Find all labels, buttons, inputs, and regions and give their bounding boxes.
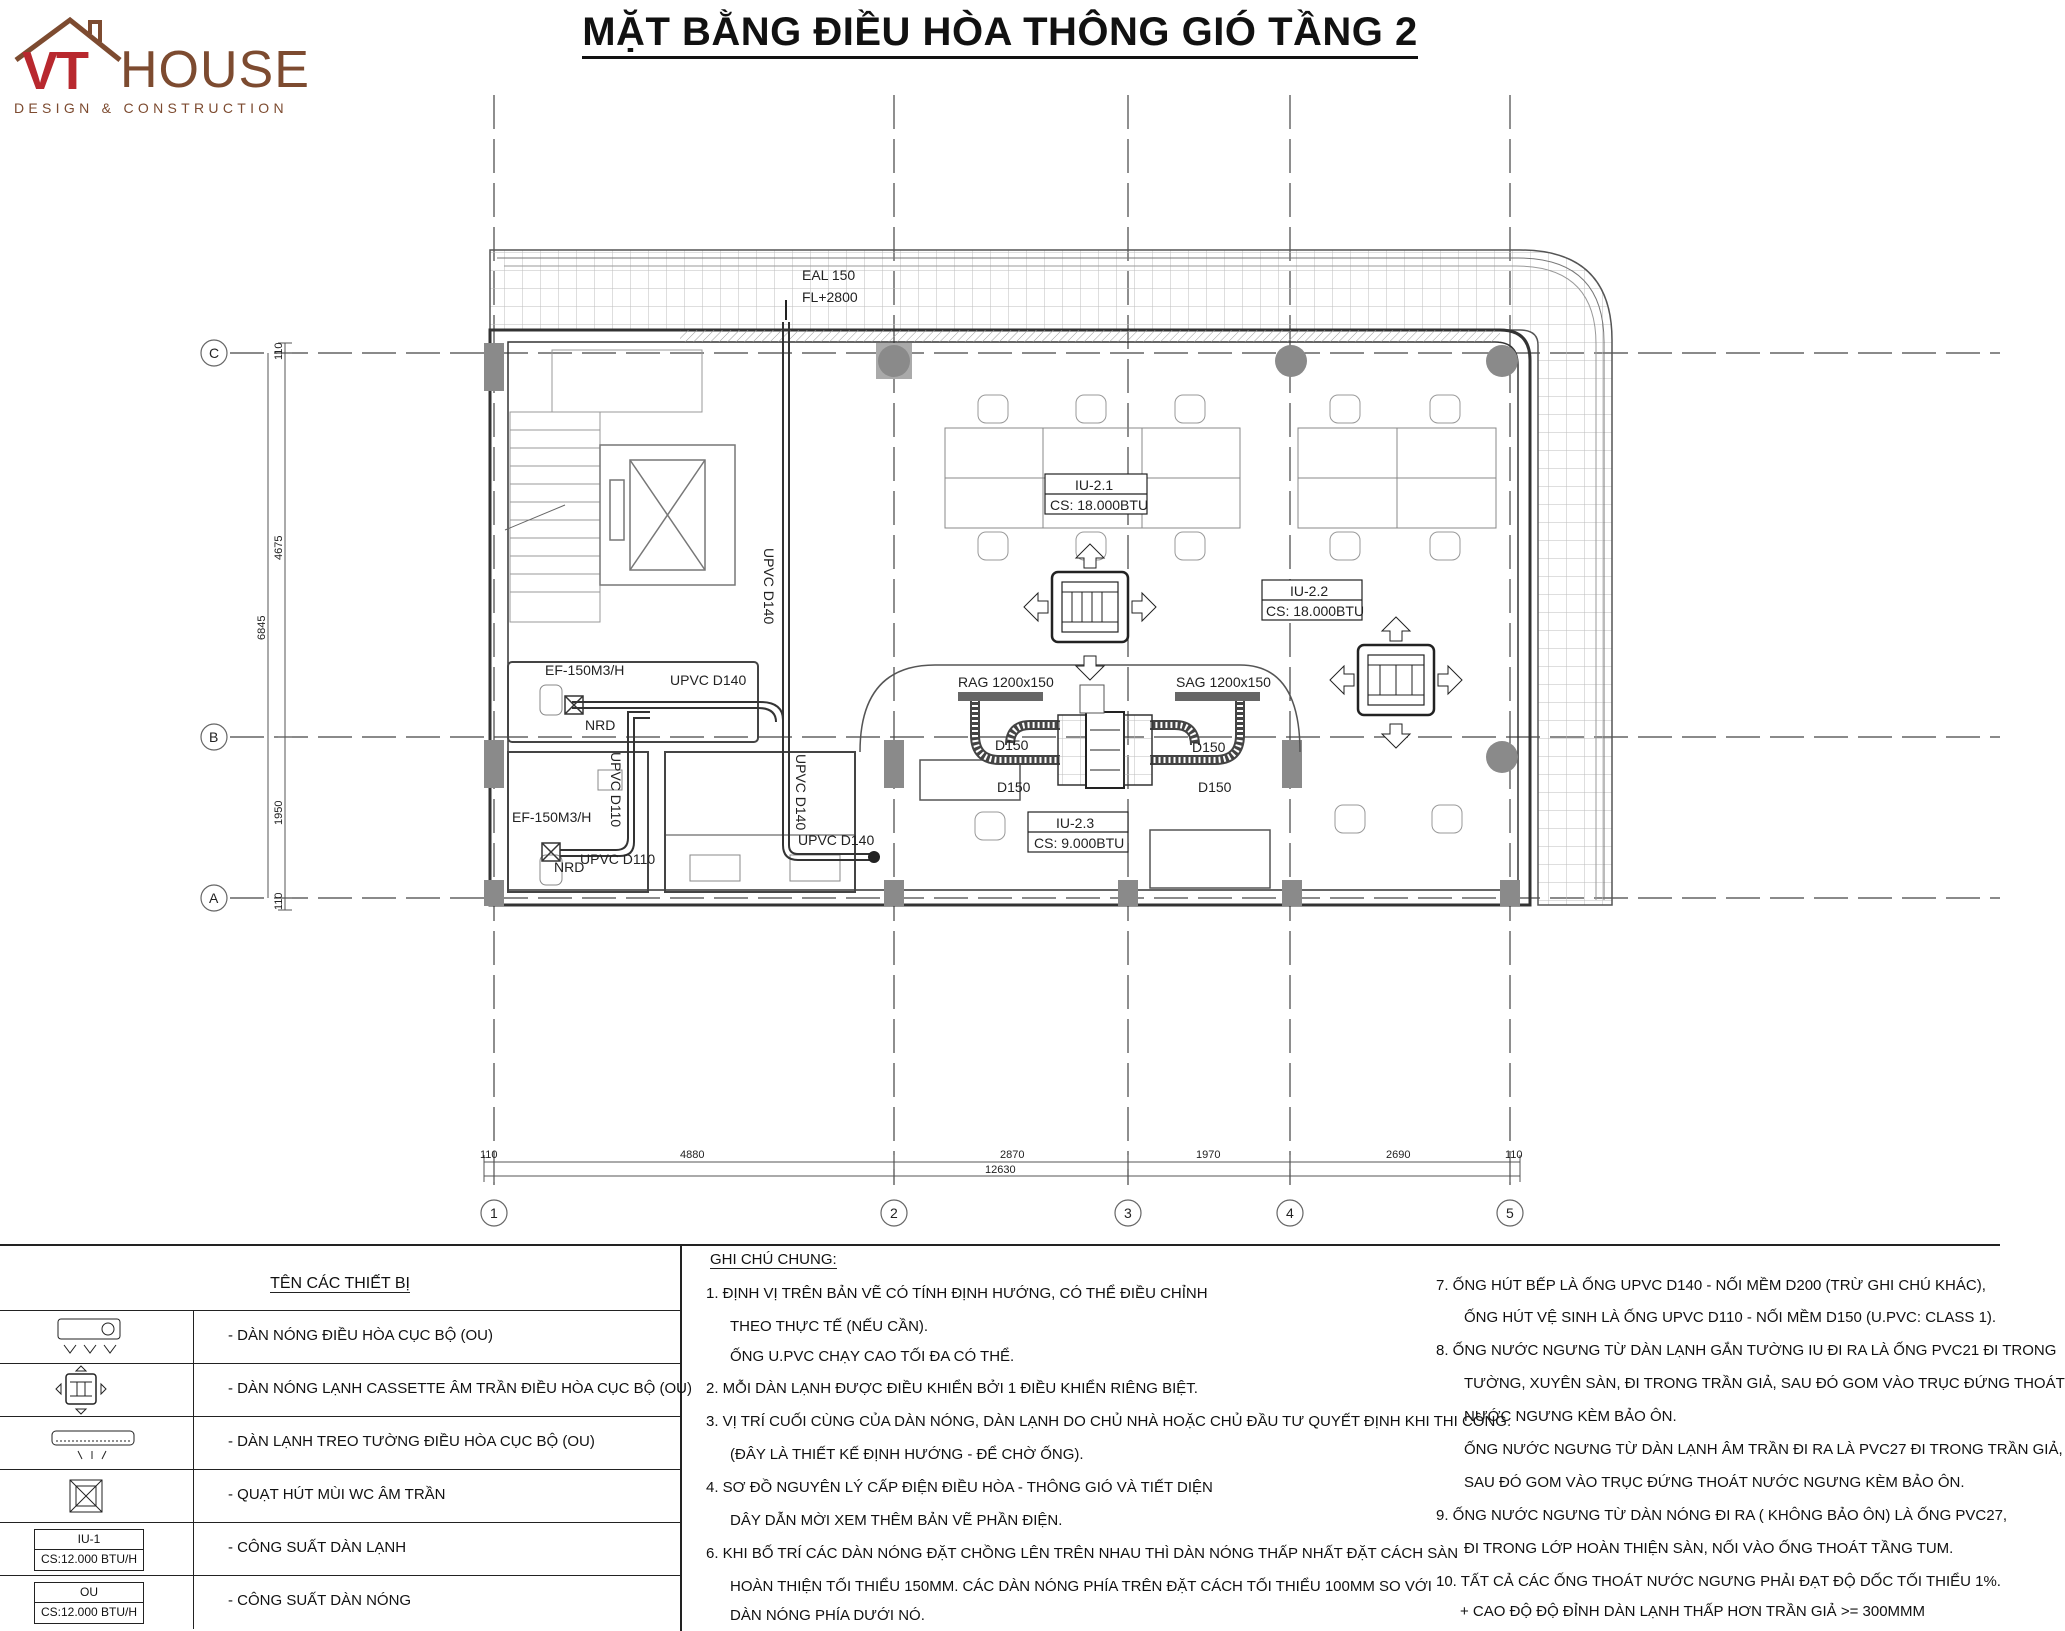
dim-label: 110 [273,342,285,360]
grid-row-bubbles [201,340,227,911]
d150-label: D150 [1192,739,1226,755]
legend-table [0,1245,692,1631]
exhaust-ducts [560,322,870,860]
note-line: DÀN NÓNG PHÍA DƯỚI NÓ. [730,1607,925,1624]
exhaust-fan-icon [542,696,583,861]
dim-label: 2690 [1386,1149,1411,1161]
d150-label: D150 [1198,779,1232,795]
nrd-top-label: NRD [585,717,616,733]
note-line: SAU ĐÓ GOM VÀO TRỤC ĐỨNG THOÁT NƯỚC NGƯNG KÈM BẢO ÔN. [1464,1474,1965,1491]
legend-text: - CÔNG SUẤT DÀN LẠNH [228,1539,407,1556]
stair [505,350,702,622]
note-line: 7. ỐNG HÚT BẾP LÀ ỐNG UPVC D140 - NỐI MỀM D200 (TRỪ GHI CHÚ KHÁC), [1436,1277,1986,1294]
iu21-capacity: CS: 18.000BTU [1050,497,1149,513]
legend-row [0,1522,680,1576]
legend-header: TÊN CÁC THIẾT BỊ [270,1275,410,1292]
note-line: HOÀN THIỆN TỐI THIỂU 150MM. CÁC DÀN NÓNG PHÍA TRÊN ĐẶT CÁCH TỐI THIỂU 100MM SO VỚI [730,1578,1432,1595]
exhaust-fan-icon [0,1470,193,1523]
upvc-down-label: UPVC D140 [793,754,809,831]
grid-row-label: A [209,890,219,906]
legend-row [0,1575,680,1629]
upvc-low-label: UPVC D140 [798,832,875,848]
grid-col-label: 4 [1286,1205,1294,1221]
legend-row [0,1363,692,1417]
legend-row [0,1416,680,1470]
grid-col-label: 3 [1124,1205,1132,1221]
note-line: + CAO ĐỘ ĐỘ ĐỈNH DÀN LẠNH THẤP HƠN TRẦN GIẢ >= 300MMM [1460,1603,1926,1620]
logo-house: HOUSE [120,41,310,99]
note-line: 1. ĐỊNH VỊ TRÊN BẢN VẼ CÓ TÍNH ĐỊNH HƯỚNG, CÓ THỂ ĐIỀU CHỈNH [706,1285,1208,1302]
grid-col-label: 5 [1506,1205,1514,1221]
ou-capacity-box: OU CS:12.000 BTU/H [34,1582,144,1624]
page-title: MẶT BẰNG ĐIỀU HÒA THÔNG GIÓ TẦNG 2 [560,10,1440,55]
note-line: ỐNG NƯỚC NGƯNG TỪ DÀN LẠNH ÂM TRẦN ĐI RA LÀ PVC27 ĐI TRONG TRẦN GIẢ, [1464,1441,2063,1458]
note-line: DÂY DẪN MỜI XEM THÊM BẢN VẼ PHẦN ĐIỆN. [730,1512,1063,1529]
cassette-unit-icon [0,1364,193,1417]
grid-col-label: 1 [490,1205,498,1221]
note-line: NƯỚC NGƯNG KÈM BẢO ÔN. [1464,1408,1677,1425]
note-line: ĐI TRONG LỚP HOÀN THIỆN SÀN, NỐI VÀO ỐNG THOÁT TẦNG TUM. [1464,1540,1954,1557]
note-line: ỐNG HÚT VỆ SINH LÀ ỐNG UPVC D110 - NỐI MỀM D150 (U.PVC: CLASS 1). [1464,1309,1997,1326]
grid-col-label: 2 [890,1205,898,1221]
eal-label: EAL 150 [802,267,856,283]
dim-label: 110 [480,1149,498,1161]
dim-label: 110 [273,892,285,910]
dim-label: 1970 [1196,1149,1221,1161]
sag-label: SAG 1200x150 [1176,674,1271,690]
outdoor-unit-icon [0,1311,193,1364]
grid-row-label: B [209,729,219,745]
iu22-capacity: CS: 18.000BTU [1266,603,1365,619]
ef-bottom-label: EF-150M3/H [512,809,592,825]
legend-text: - DÀN NÓNG LẠNH CASSETTE ÂM TRẦN ĐIỀU HÒA CỤC BỘ (OU) [228,1380,692,1397]
note-line: TƯỜNG, XUYÊN SÀN, ĐI TRONG TRẦN GIẢ, SAU ĐÓ GOM VÀO TRỤC ĐỨNG THOÁT [1464,1375,2065,1392]
wall-unit-icon [0,1417,193,1470]
iu-capacity-box: IU-1 CS:12.000 BTU/H [34,1529,144,1571]
iu23-name: IU-2.3 [1056,815,1095,831]
dim-label: 1950 [273,800,285,825]
legend-text: - DÀN NÓNG ĐIỀU HÒA CỤC BỘ (OU) [228,1327,494,1344]
grid-column-bubbles [481,1200,1523,1226]
cassette-unit-icon [1024,544,1156,680]
office-desks [945,428,1496,528]
logo-tagline: DESIGN & CONSTRUCTION [14,100,288,116]
note-line: 10. TẤT CẢ CÁC ỐNG THOÁT NƯỚC NGƯNG PHẢI ĐẠT ĐỘ DỐC TỐI THIỂU 1%. [1436,1573,2001,1590]
sag-grille [1175,692,1260,701]
general-notes [680,1245,2065,1631]
dim-label: 6845 [256,615,268,640]
rag-grille [958,692,1043,701]
legend-row [0,1310,680,1364]
iu22-name: IU-2.2 [1290,583,1329,599]
legend-text: - CÔNG SUẤT DÀN NÓNG [228,1592,412,1609]
upvc-d110-vert-label: UPVC D110 [608,752,624,828]
note-line: 3. VỊ TRÍ CUỐI CÙNG CỦA DÀN NÓNG, DÀN LẠNH DO CHỦ NHÀ HOẶC CHỦ ĐẦU TƯ QUYẾT ĐỊNH KHI THI CÔNG. [706,1413,1512,1430]
building-walls [490,330,1530,905]
notes-header: GHI CHÚ CHUNG: [710,1251,837,1268]
iu23-capacity: CS: 9.000BTU [1034,835,1125,851]
grid-row-label: C [209,345,220,361]
note-line: THEO THỰC TẾ (NẾU CẦN). [730,1318,929,1335]
upvc-d110-low-label: UPVC D110 [580,851,656,867]
fl-label: FL+2800 [802,289,858,305]
legend-text: - DÀN LẠNH TREO TƯỜNG ĐIỀU HÒA CỤC BỘ (OU) [228,1433,595,1450]
note-line: 2. MỖI DÀN LẠNH ĐƯỢC ĐIỀU KHIỂN BỞI 1 ĐIỀU KHIỂN RIÊNG BIỆT. [706,1380,1198,1397]
note-line: 4. SƠ ĐỒ NGUYÊN LÝ CẤP ĐIỆN ĐIỀU HÒA - THÔNG GIÓ VÀ TIẾT DIỆN [706,1479,1213,1496]
dim-total-label: 12630 [985,1164,1016,1176]
elevator [600,445,735,585]
capacity-boxes [1028,474,1365,852]
legend-text: - QUẠT HÚT MÙI WC ÂM TRẦN [228,1486,446,1503]
d150-label: D150 [995,737,1029,753]
ducted-indoor-unit [1058,685,1152,788]
note-line: (ĐÂY LÀ THIẾT KẾ ĐỊNH HƯỚNG - ĐỂ CHỜ ỐNG). [730,1446,1084,1463]
ef-top-label: EF-150M3/H [545,662,625,678]
rag-label: RAG 1200x150 [958,674,1054,690]
note-line: 8. ỐNG NƯỚC NGƯNG TỪ DÀN LẠNH GẮN TƯỜNG IU ĐI RA LÀ ỐNG PVC21 ĐI TRONG [1436,1342,2057,1359]
floor-plan [0,80,2000,1240]
note-line: 9. ỐNG NƯỚC NGƯNG TỪ DÀN NÓNG ĐI RA ( KHÔNG BẢO ÔN) LÀ ỐNG PVC27, [1436,1507,2008,1524]
legend-row [0,1469,680,1523]
dim-label: 2870 [1000,1149,1025,1161]
riser-cap [868,851,880,863]
office-chairs [975,395,1462,840]
nrd-bottom-label: NRD [554,859,585,875]
dim-label: 4675 [273,535,285,560]
upvc-riser-label: UPVC D140 [761,548,777,625]
upvc-branch-label: UPVC D140 [670,672,747,688]
cassette-unit-icon [1330,617,1462,748]
wall-hatch [680,330,1500,342]
note-line: ỐNG U.PVC CHẠY CAO TỐI ĐA CÓ THỂ. [730,1348,1015,1365]
logo-vt: VT [22,41,88,101]
d150-label: D150 [997,779,1031,795]
iu21-name: IU-2.1 [1075,477,1114,493]
note-line: 6. KHI BỐ TRÍ CÁC DÀN NÓNG ĐẶT CHỒNG LÊN TRÊN NHAU THÌ DÀN NÓNG THẤP NHẤT ĐẶT CÁCH SÀN [706,1545,1459,1562]
dim-label: 110 [1505,1149,1523,1161]
dim-label: 4880 [680,1149,705,1161]
